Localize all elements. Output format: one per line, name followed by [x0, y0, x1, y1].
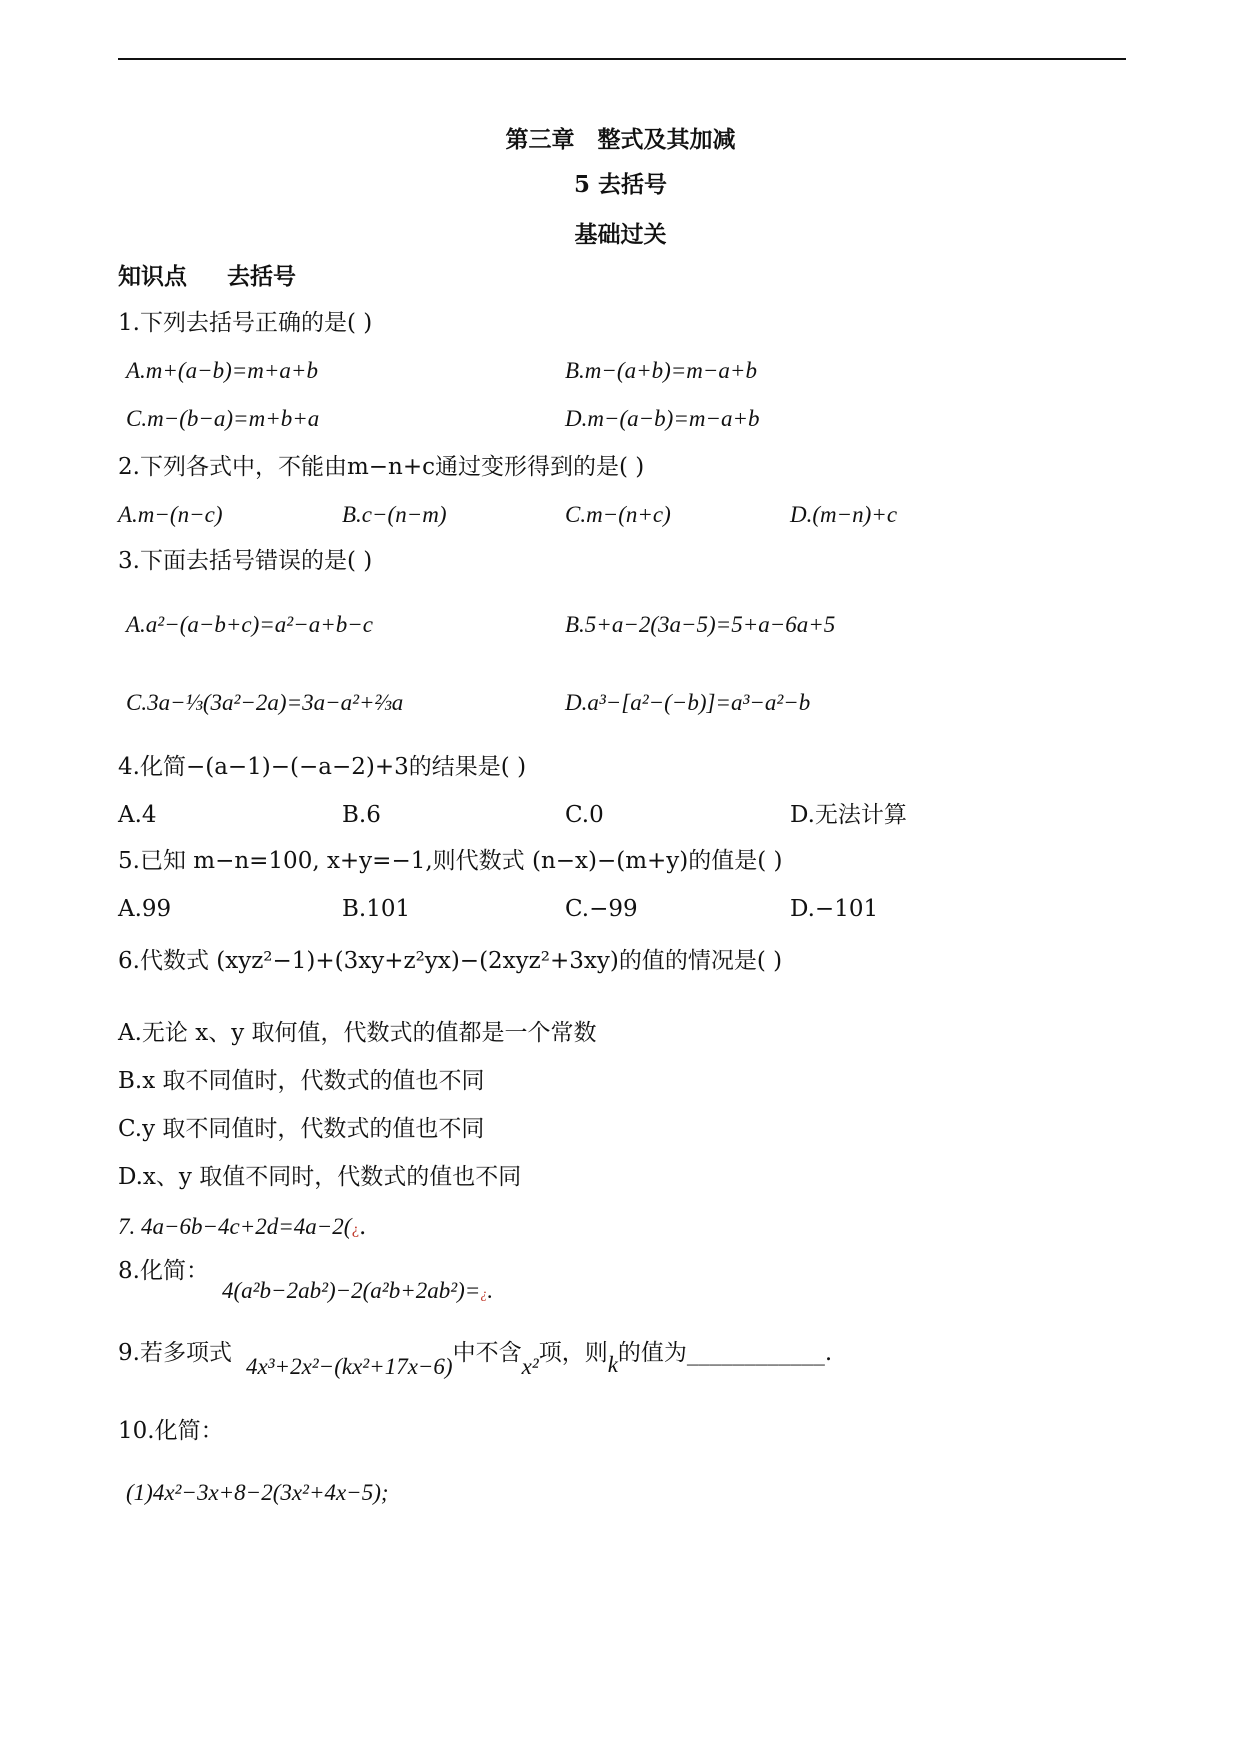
q7-blank-mark: ¿: [351, 1222, 359, 1238]
chapter-title: 第三章 整式及其加减: [505, 126, 736, 153]
q10-sub1: (1)4x²−3x+8−2(3x²+4x−5);: [126, 1480, 389, 1505]
q5-option-a: A.99: [118, 896, 172, 922]
q2-option-c: C.m−(n+c): [565, 502, 671, 527]
q2-option-d: D.(m−n)+c: [790, 502, 898, 527]
q8-blank-mark: ¿: [480, 1287, 488, 1302]
q1-option-c: C.m−(b−a)=m+b+a: [126, 406, 320, 431]
q4-stem: 4.化简−(a−1)−(−a−2)+3的结果是( ): [118, 754, 527, 780]
q9-end: 的值为____________.: [617, 1340, 833, 1366]
q9-var-k: k: [607, 1352, 618, 1377]
q7-end: .: [359, 1214, 367, 1240]
q5-option-b: B.101: [342, 896, 411, 922]
knowledge-label: 知识点: [118, 263, 187, 290]
q9-stem: 9.若多项式: [118, 1340, 232, 1366]
q1-stem: 1.下列去括号正确的是( ): [118, 310, 373, 336]
q3-option-c: C.3a−⅓(3a²−2a)=3a−a²+⅔a: [126, 690, 404, 715]
q5-option-d: D.−101: [790, 896, 879, 922]
q2-option-a: A.m−(n−c): [118, 502, 223, 527]
q6-option-c: C.y 取不同值时，代数式的值也不同: [118, 1116, 485, 1142]
q5-stem: 5.已知 m−n=100, x+y=−1,则代数式 (n−x)−(m+y)的值是( ): [118, 848, 783, 874]
q4-option-b: B.6: [342, 802, 381, 828]
q8-stem: 8.化简：: [118, 1258, 209, 1284]
q10-stem: 10.化简：: [118, 1418, 224, 1444]
q1-option-d: D.m−(a−b)=m−a+b: [565, 406, 760, 431]
q3-option-a: A.a²−(a−b+c)=a²−a+b−c: [126, 612, 373, 637]
q1-option-a: A.m+(a−b)=m+a+b: [126, 358, 318, 383]
q4-option-c: C.0: [565, 802, 604, 828]
q1-option-b: B.m−(a+b)=m−a+b: [565, 358, 757, 383]
q4-option-a: A.4: [118, 802, 157, 828]
q8-expression: 4(a²b−2ab²)−2(a²b+2ab²)=: [222, 1278, 481, 1303]
q6-option-d: D.x、y 取值不同时，代数式的值也不同: [118, 1164, 522, 1190]
q2-stem: 2.下列各式中，不能由m−n+c通过变形得到的是( ): [118, 454, 645, 480]
q8-expression-line: [222, 1276, 493, 1310]
knowledge-point: [118, 262, 296, 292]
q7-line: [118, 1212, 366, 1245]
q8-end: .: [487, 1278, 494, 1303]
q6-option-b: B.x 取不同值时，代数式的值也不同: [118, 1068, 485, 1094]
q9-var-x2: x²: [521, 1354, 539, 1379]
q4-option-d: D.无法计算: [790, 802, 907, 828]
q6-stem: 6.代数式 (xyz²−1)+(3xy+z²yx)−(2xyz²+3xy)的值的情况是( ): [118, 948, 783, 974]
q3-option-d: D.a³−[a²−(−b)]=a³−a²−b: [565, 690, 811, 715]
q2-option-b: B.c−(n−m): [342, 502, 447, 527]
knowledge-topic: 去括号: [227, 263, 296, 290]
q9-mid2: 项，则: [538, 1340, 608, 1366]
q6-option-a: A.无论 x、y 取何值，代数式的值都是一个常数: [118, 1020, 597, 1046]
level-title: 基础过关: [574, 221, 667, 248]
q9-mid: 中不含: [452, 1340, 522, 1366]
q9-expression: 4x³+2x²−(kx²+17x−6): [245, 1354, 453, 1379]
q3-option-b: B.5+a−2(3a−5)=5+a−6a+5: [565, 612, 836, 637]
q3-stem: 3.下面去括号错误的是( ): [118, 548, 373, 574]
q7-stem: 7. 4a−6b−4c+2d=4a−2(: [118, 1214, 352, 1239]
q5-option-c: C.−99: [565, 896, 638, 922]
top-rule: [118, 58, 1126, 60]
q9-line: [118, 1338, 833, 1379]
section-title: 5 去括号: [573, 171, 667, 198]
